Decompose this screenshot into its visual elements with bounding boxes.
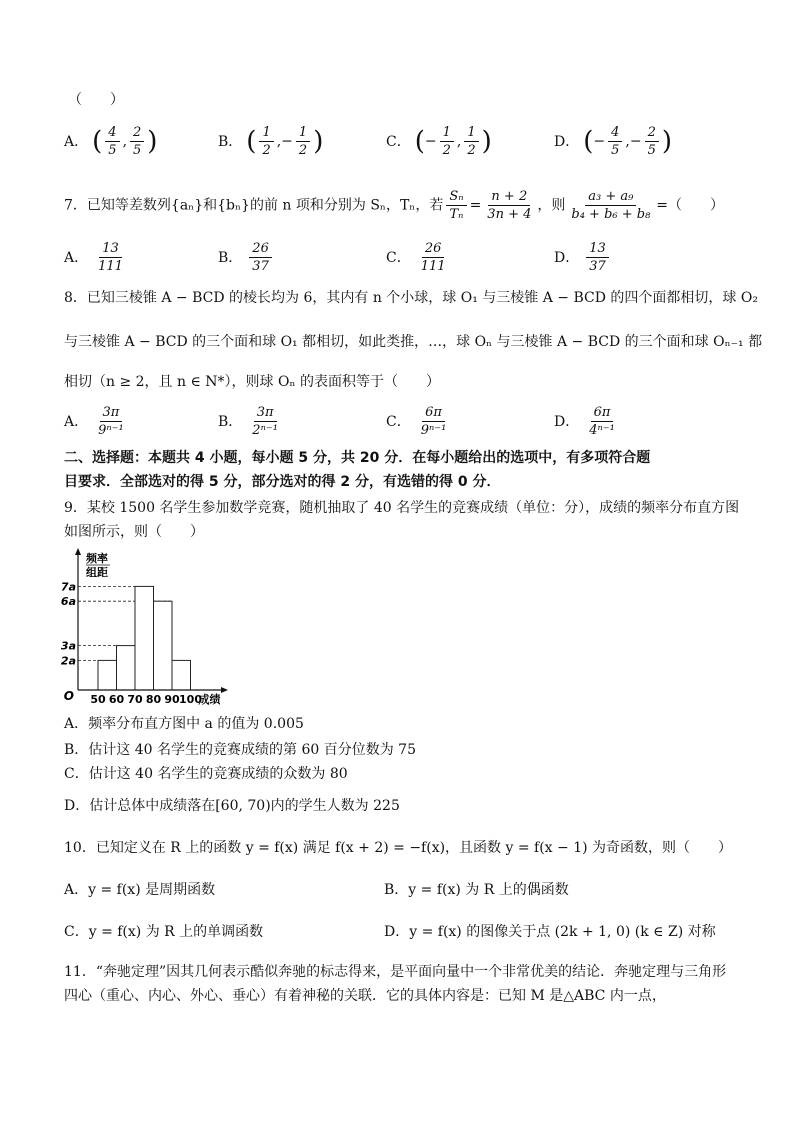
q9-line1: 9．某校 1500 名学生参加数学竞赛，随机抽取了 40 名学生的竞赛成绩（单位：分），成绩的频率分布直方图 bbox=[64, 500, 740, 516]
q9-option-a[interactable]: A．频率分布直方图中 a 的值为 0.005 bbox=[64, 716, 304, 732]
origin-label: O bbox=[63, 689, 74, 703]
q9-line2: 如图所示，则（ ） bbox=[64, 524, 204, 540]
q6-option-b[interactable]: B． ( $\frac{1}{2}$ ,− $\frac{1}{2}$ ) bbox=[218, 125, 324, 158]
q10-option-d[interactable]: D．y = f(x) 的图像关于点 (2k + 1, 0) (k ∈ Z) 对称 bbox=[384, 924, 716, 940]
y-tick-label: 3a bbox=[60, 639, 76, 653]
fraction: $\frac{2}{5}$ bbox=[130, 124, 144, 159]
q7-option-a[interactable]: A． $\frac{13}{111}$ bbox=[64, 241, 123, 274]
section-heading-line2: 目要求．全部选对的得 5 分，部分选对的得 2 分，有选错的得 0 分． bbox=[64, 474, 501, 490]
q10-option-c[interactable]: C．y = f(x) 为 R 上的单调函数 bbox=[64, 924, 264, 940]
q11-line1: 11．“奔驰定理”因其几何表示酷似奔驰的标志得来，是平面向量中一个非常优美的结论．奔驰定理与三角形 bbox=[64, 964, 727, 980]
q8-option-d[interactable]: D． $\frac{6\pi}{\text{4ⁿ⁻¹}}$ bbox=[554, 405, 615, 438]
q8-option-b[interactable]: B． $\frac{3\pi}{\text{2ⁿ⁻¹}}$ bbox=[218, 405, 278, 438]
q6-option-a[interactable]: A． ( $\frac{4}{5}$ , $\frac{2}{5}$ ) bbox=[64, 125, 158, 158]
q9-option-c[interactable]: C．估计这 40 名学生的竞赛成绩的众数为 80 bbox=[64, 766, 348, 782]
q9-option-d[interactable]: D．估计总体中成绩落在[60, 70)内的学生人数为 225 bbox=[64, 798, 400, 814]
q8-line3: 相切（n ≥ 2，且 n ∈ N*），则球 Oₙ 的表面积等于（ ） bbox=[64, 374, 440, 390]
q11-line2: 四心（重心、内心、外心、垂心）有着神秘的关联．它的具体内容是：已知 M 是△ABC 内一点， bbox=[64, 988, 666, 1004]
x-tick-label: 90 bbox=[164, 693, 180, 706]
fraction: $\frac{1}{2}$ bbox=[259, 124, 273, 159]
q7-stem: 7．已知等差数列{aₙ}和{bₙ}的前 n 项和分别为 Sₙ，Tₙ，若 $\frac{\text{Sₙ}}{\text{Tₙ}}$ = $\frac{n + 2}{3n + 4}$ ，则 $\frac{\text{a₃ + a₉}}{\text{b₄ + b₆ + b₈}}$ =（ ） bbox=[64, 189, 725, 222]
q8-option-a[interactable]: A． $\frac{3\pi}{\text{9ⁿ⁻¹}}$ bbox=[64, 405, 124, 438]
x-axis-label: 成绩 bbox=[198, 693, 221, 706]
fraction: $\frac{4}{5}$ bbox=[105, 124, 119, 159]
q10-stem: 10．已知定义在 R 上的函数 y = f(x) 满足 f(x + 2) = −f(x)，且函数 y = f(x − 1) 为奇函数，则（ ） bbox=[64, 840, 733, 856]
histogram-bar bbox=[172, 660, 191, 690]
q6-option-c[interactable]: C． (− $\frac{1}{2}$ , $\frac{1}{2}$ ) bbox=[386, 125, 492, 158]
x-tick-label: 70 bbox=[127, 693, 143, 706]
q8-line2: 与三棱锥 A − BCD 的三个面和球 O₁ 都相切，如此类推，…，球 Oₙ 与三棱锥 A − BCD 的三个面和球 Oₙ₋₁ 都 bbox=[64, 334, 763, 350]
fraction: $\frac{1}{2}$ bbox=[440, 124, 454, 159]
y-axis-label-bottom: 组距 bbox=[86, 566, 108, 579]
x-tick-label: 80 bbox=[145, 693, 162, 706]
q6-option-d[interactable]: D． (− $\frac{4}{5}$ ,− $\frac{2}{5}$ ) bbox=[554, 125, 673, 158]
histogram-bar bbox=[154, 601, 173, 690]
x-axis-arrow bbox=[221, 687, 228, 693]
q10-option-b[interactable]: B．y = f(x) 为 R 上的偶函数 bbox=[384, 882, 569, 898]
q7-option-b[interactable]: B． $\frac{26}{37}$ bbox=[218, 240, 275, 275]
fraction: $\frac{1}{2}$ bbox=[464, 124, 478, 159]
y-tick-label: 6a bbox=[60, 595, 76, 609]
fraction: $\frac{2}{5}$ bbox=[645, 124, 659, 159]
q8-line1: 8．已知三棱锥 A − BCD 的棱长均为 6，其内有 n 个小球，球 O₁ 与三棱锥 A − BCD 的四个面都相切，球 O₂ bbox=[64, 290, 758, 306]
fraction: $\frac{4}{5}$ bbox=[608, 124, 622, 159]
y-tick-label: 2a bbox=[60, 654, 76, 668]
histogram-bar bbox=[117, 646, 136, 690]
y-axis-arrow bbox=[75, 548, 81, 555]
section-heading-line1: 二、选择题：本题共 4 小题，每小题 5 分，共 20 分．在每小题给出的选项中，有多项符合题 bbox=[64, 450, 651, 466]
fraction: $\frac{1}{2}$ bbox=[296, 124, 310, 159]
q8-option-c[interactable]: C． $\frac{6\pi}{\text{9ⁿ⁻¹}}$ bbox=[386, 405, 447, 438]
histogram-chart bbox=[56, 548, 236, 708]
histogram-bar bbox=[135, 586, 154, 690]
x-tick-label: 60 bbox=[108, 693, 125, 706]
answer-paren: （ ） bbox=[68, 92, 124, 108]
q7-option-c[interactable]: C． $\frac{26}{111}$ bbox=[386, 241, 446, 274]
y-axis-label-top: 频率 bbox=[86, 552, 108, 565]
q7-option-d[interactable]: D． $\frac{13}{37}$ bbox=[554, 240, 612, 275]
x-tick-label: 50 bbox=[90, 693, 106, 706]
histogram-bar bbox=[98, 660, 117, 690]
x-tick-label: 100 bbox=[179, 693, 202, 706]
q10-option-a[interactable]: A．y = f(x) 是周期函数 bbox=[64, 882, 216, 898]
q9-option-b[interactable]: B．估计这 40 名学生的竞赛成绩的第 60 百分位数为 75 bbox=[64, 742, 416, 758]
y-tick-label: 7a bbox=[60, 580, 76, 594]
